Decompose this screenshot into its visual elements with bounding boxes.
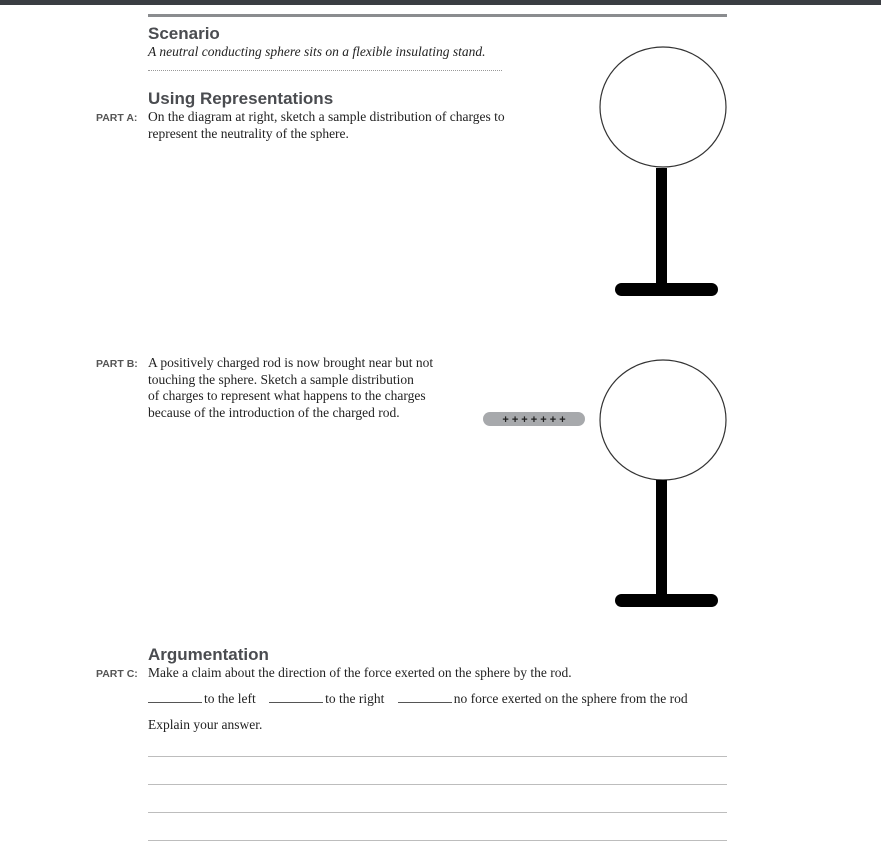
sphere-outline <box>600 360 726 480</box>
part-b-line: touching the sphere. Sketch a sample distribution <box>148 371 414 387</box>
part-b-text <box>148 355 433 421</box>
answer-line-3[interactable] <box>148 812 727 813</box>
part-b-label: PART B: <box>96 358 138 370</box>
sphere-stand-diagram-b <box>480 350 740 620</box>
rod-charge-label: + + + + + + + <box>502 414 566 426</box>
answer-line-2[interactable] <box>148 784 727 785</box>
claim-blank-right[interactable] <box>269 690 323 703</box>
stand-pole <box>656 480 667 600</box>
stand-base <box>615 283 718 296</box>
argumentation-heading: Argumentation <box>148 645 269 664</box>
scenario-divider <box>148 70 502 71</box>
part-a-label: PART A: <box>96 112 138 124</box>
claim-options <box>148 690 698 707</box>
part-b-line: because of the introduction of the charged rod. <box>148 404 400 420</box>
part-b-line: A positively charged rod is now brought near but not <box>148 355 434 370</box>
claim-blank-left[interactable] <box>148 690 202 703</box>
sphere-stand-diagram-a <box>590 40 740 330</box>
window-top-bar <box>0 0 881 5</box>
part-b-line: of charges to represent what happens to the charges <box>148 388 426 403</box>
option-left: to the left <box>204 691 256 706</box>
scenario-heading: Scenario <box>148 24 220 43</box>
explain-prompt: Explain your answer. <box>148 717 263 732</box>
part-c-label: PART C: <box>96 668 138 680</box>
answer-line-1[interactable] <box>148 756 727 757</box>
stand-base <box>615 594 718 607</box>
part-c-prompt: Make a claim about the direction of the force exerted on the sphere by the rod. <box>148 665 572 680</box>
sphere-outline <box>600 47 726 167</box>
part-a-line: On the diagram at right, sketch a sample distribution of charges to <box>148 109 505 124</box>
scenario-text: A neutral conducting sphere sits on a flexible insulating stand. <box>148 44 486 59</box>
part-a-text <box>148 109 505 142</box>
stand-pole <box>656 168 667 290</box>
claim-blank-none[interactable] <box>398 690 452 703</box>
answer-line-4[interactable] <box>148 840 727 841</box>
part-a-line: represent the neutrality of the sphere. <box>148 125 349 141</box>
option-no-force: no force exerted on the sphere from the rod <box>453 691 688 706</box>
option-right: to the right <box>325 691 385 706</box>
section-top-rule <box>148 14 727 17</box>
using-representations-heading: Using Representations <box>148 89 334 108</box>
